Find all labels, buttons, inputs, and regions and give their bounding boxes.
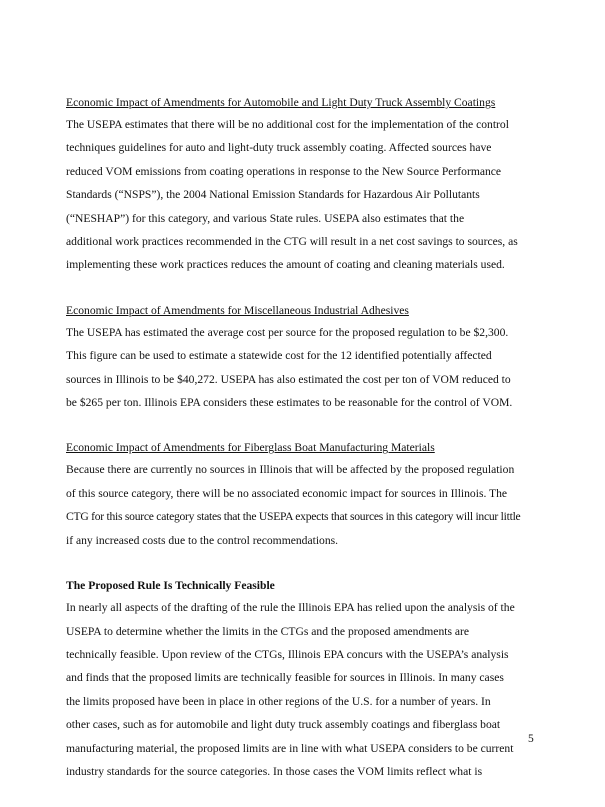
paragraph-line: In nearly all aspects of the drafting of the rule the Illinois EPA has relied upon the analysis of the <box>66 601 515 615</box>
paragraph-line: the limits proposed have been in place in other regions of the U.S. for a number of years. In <box>66 694 491 708</box>
paragraph-line: manufacturing material, the proposed limits are in line with what USEPA considers to be current <box>66 741 514 755</box>
section-heading: The Proposed Rule Is Technically Feasible <box>66 579 275 593</box>
paragraph-line: This figure can be used to estimate a statewide cost for the 12 identified potentially affected <box>66 349 492 363</box>
paragraph-line: additional work practices recommended in the CTG will result in a net cost savings to sources, as <box>66 235 518 249</box>
paragraph-line: technically feasible. Upon review of the CTGs, Illinois EPA concurs with the USEPA’s analysis <box>66 647 509 661</box>
paragraph-line: reduced VOM emissions from coating operations in response to the New Source Performance <box>66 164 502 178</box>
section-technical-feasibility <box>66 576 544 783</box>
section-heading: Economic Impact of Amendments for Miscellaneous Industrial Adhesives <box>66 303 409 317</box>
section-automobile-coatings <box>66 93 544 277</box>
paragraph-line: industry standards for the source categories. In those cases the VOM limits reflect what is <box>66 764 483 778</box>
paragraph-line: USEPA to determine whether the limits in the CTGs and the proposed amendments are <box>66 624 470 638</box>
page-number: 5 <box>528 733 534 745</box>
paragraph-line: Because there are currently no sources in Illinois that will be affected by the proposed regulation <box>66 463 515 477</box>
section-fiberglass-boat <box>66 438 544 552</box>
paragraph-line: sources in Illinois to be $40,272. USEPA has also estimated the cost per ton of VOM reduced to <box>66 372 511 386</box>
section-heading: Economic Impact of Amendments for Fiberglass Boat Manufacturing Materials <box>66 441 435 455</box>
paragraph-line: implementing these work practices reduces the amount of coating and cleaning materials used. <box>66 258 505 272</box>
paragraph-line: other cases, such as for automobile and light duty truck assembly coatings and fiberglass boat <box>66 718 501 732</box>
paragraph-line: Standards (“NSPS”), the 2004 National Emission Standards for Hazardous Air Pollutants <box>66 188 480 202</box>
paragraph-line: (“NESHAP”) for this category, and various State rules. USEPA also estimates that the <box>66 211 465 225</box>
section-industrial-adhesives <box>66 301 544 415</box>
document-page <box>66 93 544 807</box>
paragraph-line: of this source category, there will be no associated economic impact for sources in Illinois. The <box>66 486 508 500</box>
paragraph-line: be $265 per ton. Illinois EPA considers these estimates to be reasonable for the control of VOM. <box>66 396 513 410</box>
paragraph-line: CTG for this source category states that the USEPA expects that sources in this category will incur little <box>66 510 521 524</box>
paragraph-line: The USEPA has estimated the average cost per source for the proposed regulation to be $2,300. <box>66 325 509 339</box>
paragraph-line: techniques guidelines for auto and light-duty truck assembly coating. Affected sources have <box>66 141 492 155</box>
section-heading: Economic Impact of Amendments for Automobile and Light Duty Truck Assembly Coatings <box>66 96 496 109</box>
paragraph-line: and finds that the proposed limits are technically feasible for sources in Illinois. In many cases <box>66 671 504 685</box>
paragraph-line: if any increased costs due to the control recommendations. <box>66 533 339 547</box>
paragraph-line: The USEPA estimates that there will be no additional cost for the implementation of the control <box>66 118 509 131</box>
